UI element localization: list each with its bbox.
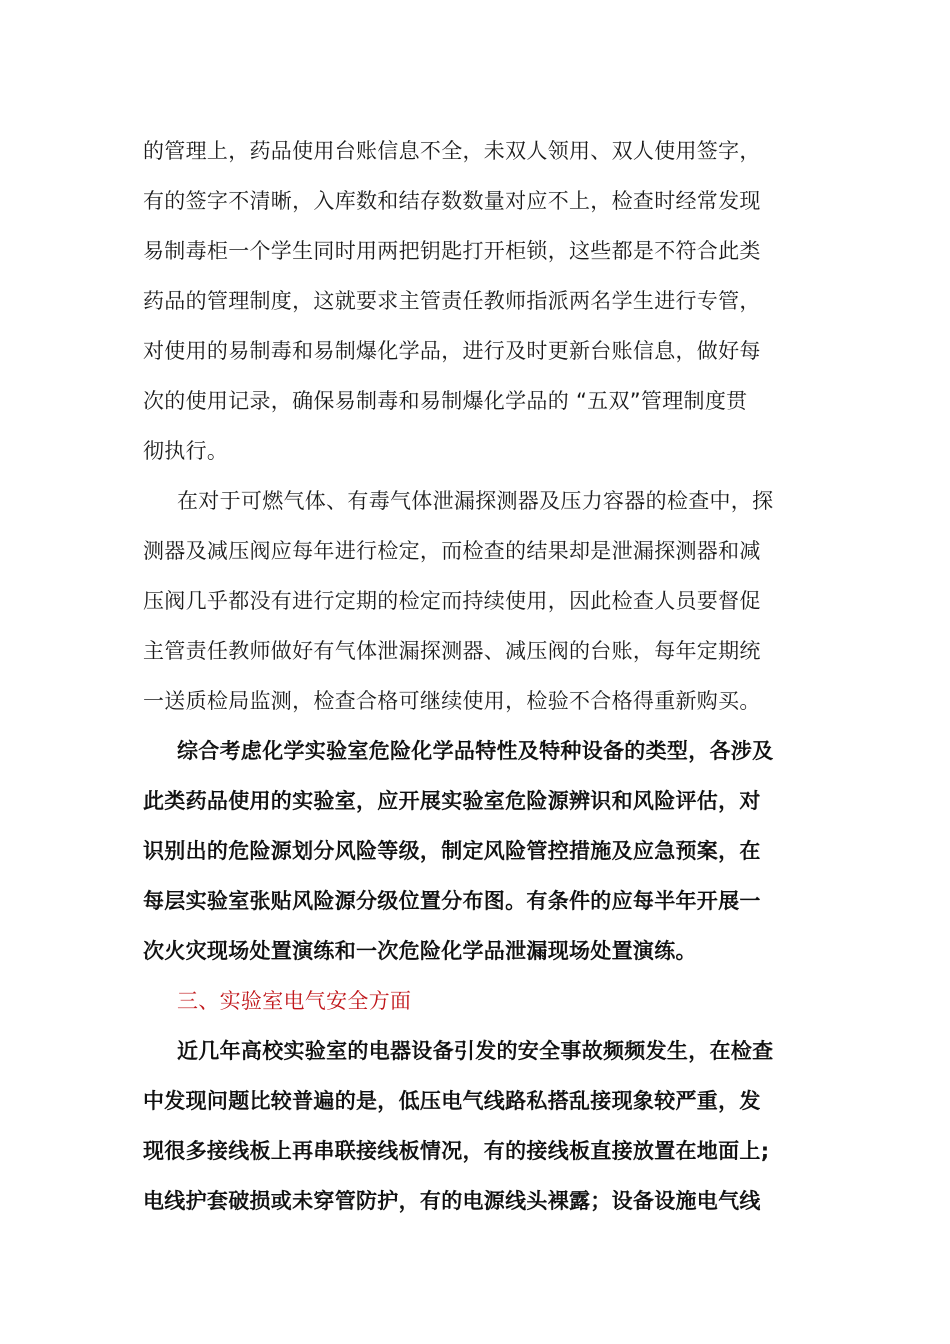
text-line: 易制毒柜一个学生同时用两把钥匙打开柜锁，这些都是不符合此类 [143,239,761,263]
text-line-bold: 识别出的危险源划分风险等级，制定风险管控措施及应急预案，在 [143,839,761,863]
text-line: 在对于可燃气体、有毒气体泄漏探测器及压力容器的检查中，探 [177,489,774,513]
text-line: 彻执行。 [143,439,229,463]
section-heading: 三、实验室电气安全方面 [177,989,412,1013]
text-line-bold: 近几年高校实验室的电器设备引发的安全事故频频发生，在检查 [177,1039,774,1063]
text-line: 的管理上，药品使用台账信息不全，未双人领用、双人使用签字， [143,139,761,163]
text-line: 对使用的易制毒和易制爆化学品，进行及时更新台账信息，做好每 [143,339,761,363]
text-line-bold: 现很多接线板上再串联接线板情况，有的接线板直接放置在地面上; [143,1139,770,1163]
text-line: 次的使用记录，确保易制毒和易制爆化学品的 “五双”管理制度贯 [143,389,748,413]
text-line-bold: 次火灾现场处置演练和一次危险化学品泄漏现场处置演练。 [143,939,697,963]
text-line: 有的签字不清晰，入库数和结存数数量对应不上，检查时经常发现 [143,189,761,213]
text-line-bold: 综合考虑化学实验室危险化学品特性及特种设备的类型，各涉及 [177,739,774,763]
text-line: 药品的管理制度，这就要求主管责任教师指派两名学生进行专管， [143,289,761,313]
text-line-bold: 电线护套破损或未穿管防护，有的电源线头裸露；设备设施电气线 [143,1189,761,1213]
text-line: 一送质检局监测，检查合格可继续使用，检验不合格得重新购买。 [143,689,761,713]
text-line: 压阀几乎都没有进行定期的检定而持续使用，因此检查人员要督促 [143,589,761,613]
text-line-bold: 每层实验室张贴风险源分级位置分布图。有条件的应每半年开展一 [143,889,761,913]
text-line-bold: 中发现问题比较普遍的是，低压电气线路私搭乱接现象较严重，发 [143,1089,761,1113]
text-line: 测器及减压阀应每年进行检定，而检查的结果却是泄漏探测器和减 [143,539,761,563]
text-line: 主管责任教师做好有气体泄漏探测器、减压阀的台账，每年定期统 [143,639,761,663]
text-line-bold: 此类药品使用的实验室，应开展实验室危险源辨识和风险评估，对 [143,789,761,813]
